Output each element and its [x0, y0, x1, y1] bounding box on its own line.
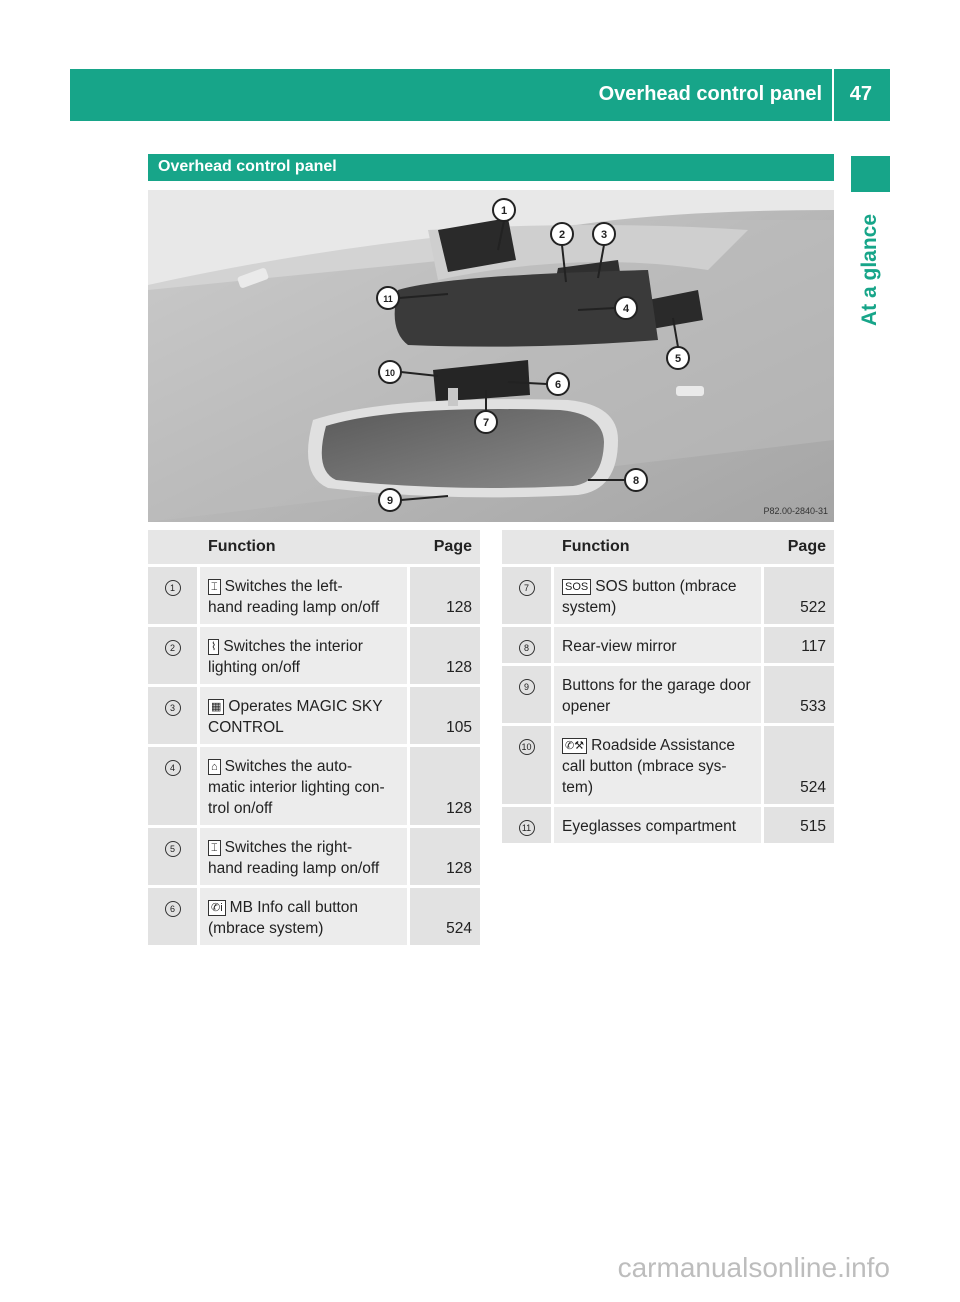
header-function: Function — [554, 530, 764, 564]
watermark: carmanualsonline.info — [617, 1252, 890, 1283]
function-line-2: lighting on/off — [208, 659, 300, 676]
function-symbol-icon: ⌂ — [208, 759, 221, 775]
table-row — [148, 627, 480, 684]
function-line-2: (mbrace system) — [208, 920, 324, 937]
function-line-1: Roadside Assistance — [591, 737, 735, 754]
function-line-3: tem) — [562, 779, 593, 796]
header-num — [502, 530, 554, 564]
callout-label: 2 — [558, 229, 566, 241]
callout-number-icon: 7 — [519, 580, 535, 596]
function-symbol-icon: ▦ — [208, 699, 224, 715]
header-page: Page — [764, 530, 834, 564]
row-function — [200, 627, 410, 684]
header-num — [148, 530, 200, 564]
callout-label: 4 — [622, 303, 630, 315]
row-function — [200, 828, 410, 885]
callout-label: 1 — [500, 205, 508, 217]
row-function — [554, 627, 764, 663]
row-number — [148, 888, 200, 945]
function-line-1: SOS button (mbrace — [595, 578, 737, 595]
row-number — [148, 627, 200, 684]
callout-label: 8 — [632, 475, 640, 487]
row-number — [502, 627, 554, 663]
callout-label: 5 — [674, 353, 682, 365]
function-table-left — [148, 527, 480, 948]
row-page[interactable]: 128 — [410, 567, 480, 624]
row-function — [200, 687, 410, 744]
callout-number-icon: 8 — [519, 640, 535, 656]
function-symbol-icon: ✆⚒ — [562, 738, 587, 754]
table-row — [148, 567, 480, 624]
row-function — [200, 567, 410, 624]
callout-number-icon: 10 — [519, 739, 535, 755]
table-row — [502, 726, 834, 804]
callout-number-icon: 2 — [165, 640, 181, 656]
row-function — [554, 666, 764, 723]
callout-number-icon: 11 — [519, 820, 535, 836]
header-divider — [832, 69, 834, 121]
table-row — [502, 807, 834, 843]
function-symbol-icon: ✆i — [208, 900, 226, 916]
table-row — [148, 687, 480, 744]
overhead-panel-photo — [148, 190, 834, 522]
figure-code: P82.00-2840-31 — [763, 506, 828, 516]
table-row — [502, 567, 834, 624]
row-page[interactable]: 522 — [764, 567, 834, 624]
section-header — [148, 154, 834, 181]
row-number — [148, 747, 200, 825]
callout-number-icon: 6 — [165, 901, 181, 917]
function-line-2: matic interior lighting con- — [208, 779, 385, 796]
row-number — [148, 567, 200, 624]
function-line-1: Switches the left- — [224, 578, 343, 595]
function-line-2: call button (mbrace sys- — [562, 758, 727, 775]
callout-label: 9 — [386, 495, 394, 507]
function-line-1: Buttons for the garage door — [562, 677, 751, 694]
row-number — [148, 687, 200, 744]
side-tab-label: At a glance — [858, 213, 881, 327]
function-line-1: Switches the right- — [224, 839, 353, 856]
row-number — [502, 807, 554, 843]
header-title: Overhead control panel — [598, 83, 822, 105]
row-page[interactable]: 524 — [764, 726, 834, 804]
row-number — [502, 666, 554, 723]
table-row — [502, 666, 834, 723]
function-line-1: Switches the auto- — [224, 758, 353, 775]
table-row — [502, 627, 834, 663]
row-page[interactable]: 128 — [410, 828, 480, 885]
row-number — [502, 726, 554, 804]
function-line-2: CONTROL — [208, 719, 284, 736]
table-row — [148, 747, 480, 825]
header-function: Function — [200, 530, 410, 564]
row-page[interactable]: 128 — [410, 747, 480, 825]
callout-number-icon: 1 — [165, 580, 181, 596]
callout-number-icon: 4 — [165, 760, 181, 776]
callout-number-icon: 3 — [165, 700, 181, 716]
row-function — [554, 807, 764, 843]
function-symbol-icon: ⌇ — [208, 639, 219, 655]
row-page[interactable]: 128 — [410, 627, 480, 684]
row-page[interactable]: 524 — [410, 888, 480, 945]
row-function — [554, 726, 764, 804]
table-header-row — [502, 530, 834, 564]
section-title: Overhead control panel — [158, 158, 337, 175]
function-line-1: Switches the interior — [223, 638, 363, 655]
row-function — [200, 888, 410, 945]
callout-label: 7 — [482, 417, 490, 429]
function-line-1: Eyeglasses compartment — [562, 818, 737, 835]
function-line-3: trol on/off — [208, 800, 273, 817]
callout-number-icon: 9 — [519, 679, 535, 695]
row-page[interactable]: 515 — [764, 807, 834, 843]
function-line-1: MB Info call button — [229, 899, 359, 916]
row-function — [554, 567, 764, 624]
row-function — [200, 747, 410, 825]
row-page[interactable]: 105 — [410, 687, 480, 744]
function-symbol-icon: ⌶ — [208, 840, 221, 856]
function-line-1: Operates MAGIC SKY — [228, 698, 383, 715]
callout-label: 3 — [600, 229, 608, 241]
row-number — [502, 567, 554, 624]
page-header — [70, 69, 890, 121]
row-page[interactable]: 533 — [764, 666, 834, 723]
callout-label: 6 — [554, 379, 562, 391]
page-number: 47 — [849, 83, 872, 105]
side-tab-marker — [851, 156, 890, 192]
row-number — [148, 828, 200, 885]
callout-label: 10 — [384, 368, 396, 378]
function-table-right — [502, 527, 834, 846]
function-line-2: opener — [562, 698, 611, 715]
function-line-2: system) — [562, 599, 617, 616]
function-symbol-icon: ⌶ — [208, 579, 221, 595]
table-row — [148, 888, 480, 945]
function-symbol-icon: SOS — [562, 579, 591, 595]
header-page: Page — [410, 530, 480, 564]
function-line-2: hand reading lamp on/off — [208, 860, 380, 877]
table-row — [148, 828, 480, 885]
function-line-1: Rear-view mirror — [562, 638, 677, 655]
callout-number-icon: 5 — [165, 841, 181, 857]
callout-label: 11 — [383, 294, 393, 304]
table-header-row — [148, 530, 480, 564]
function-line-2: hand reading lamp on/off — [208, 599, 380, 616]
row-page[interactable]: 117 — [764, 627, 834, 663]
